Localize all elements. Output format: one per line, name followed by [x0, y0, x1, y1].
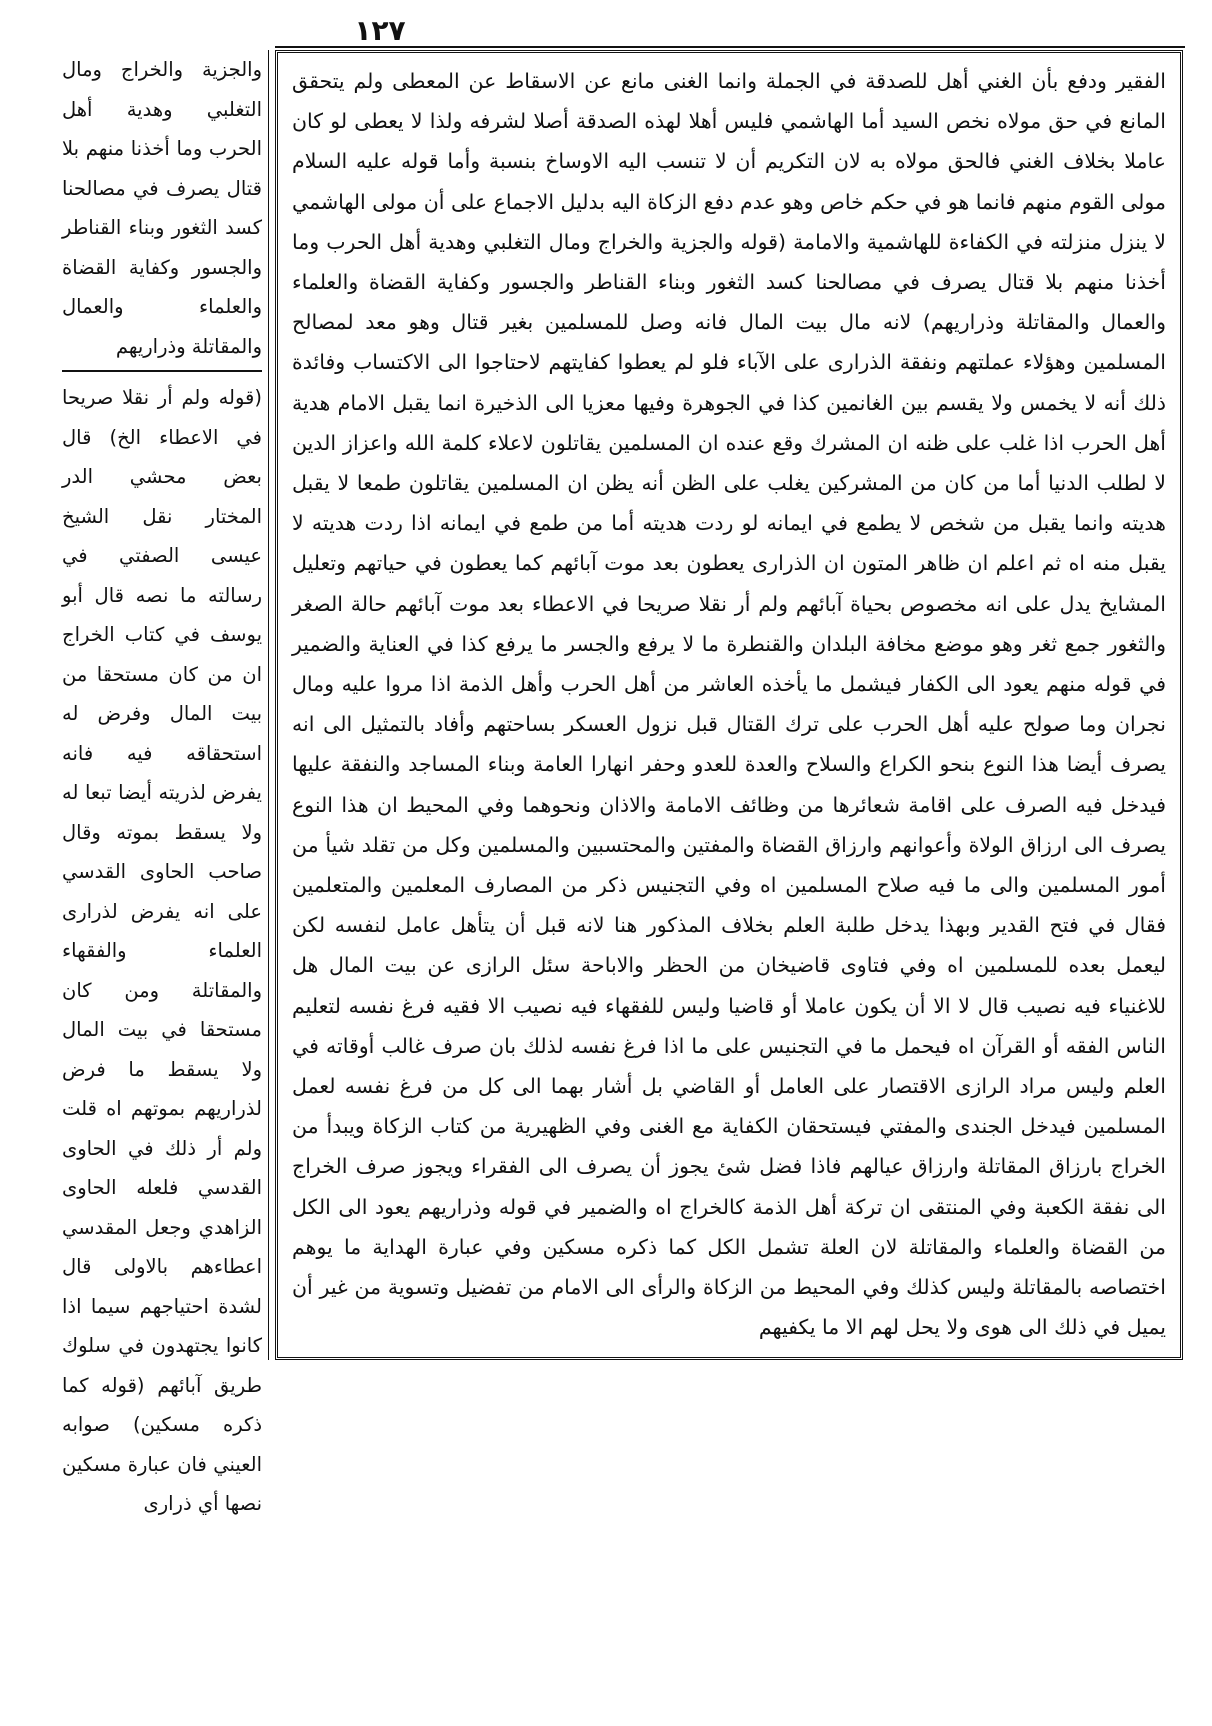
margin-hashiya-text: (قوله ولم أر نقلا صريحا في الاعطاء الخ) قال بعض محشي الدر المختار نقل الشيخ عيسى الصفتي في رسالته ما نصه قال أبو يوسف في كتاب الخراج ان من كان مستحقا من بيت المال وفرض له استحقاقه فيه فانه يفرض لذريته أيضا تبعا له ولا يسقط بموته وقال صاحب الحاوى القدسي على انه يفرض لذرارى العلماء والفقهاء والمقاتلة ومن كان مستحقا في بيت المال ولا يسقط ما فرض لذراريهم بموتهم اه قلت ولم أر ذلك في الحاوى القدسي فلعله الحاوى الزاهدي وجعل المقدسي اعطاءهم بالاولى قال لشدة احتياجهم سيما اذا كانوا يجتهدون في سلوك طريق آبائهم (قوله كما ذكره مسكين) صوابه العيني فان عبارة مسكين نصها أي ذرارى — [62, 386, 262, 1515]
margin-column — [62, 50, 262, 1524]
margin-divider — [62, 370, 262, 372]
main-commentary-text: الفقير ودفع بأن الغني أهل للصدقة في الجملة وانما الغنى مانع عن الاسقاط عن المعطى ولم يتحقق المانع في حق مولاه نخص السيد أما الهاشمي فليس أهلا لهذه الصدقة أصلا لشرفه ولذا لا يعطى لو كان عاملا بخلاف الغني فالحق مولاه به لان التكريم أن لا تنسب اليه الاوساخ بنسبة وأما قوله عليه السلام مولى القوم منهم فانما هو في حكم خاص وهو عدم دفع الزكاة اليه بدليل الاجماع على أن مولى الهاشمي لا ينزل منزلته في الكفاءة للهاشمية والامامة (قوله والجزية والخراج ومال التغلبي وهدية أهل الحرب وما أخذنا منهم بلا قتال يصرف في مصالحنا كسد الثغور وبناء القناطر والجسور وكفاية القضاة والعلماء والعمال والمقاتلة وذراريهم) لانه مال بيت المال فانه وصل للمسلمين بغير قتال وهو معد لمصالح المسلمين وهؤلاء عملتهم ونفقة الذرارى على الآباء فلو لم يعطوا كفايتهم لاحتاجوا الى الاكتساب وفائدة ذلك أنه لا يخمس ولا يقسم بين الغانمين كذا في الجوهرة وفيها معزيا الى الذخيرة انما يقبل الامام هدية أهل الحرب اذا غلب على ظنه ان المشرك وقع عنده ان المسلمين يقاتلون لاعلاء كلمة الله واعزاز الدين لا لطلب الدنيا أما من كان من المشركين يغلب على الظن أنه يظن ان المسلمين يقاتلون طمعا لا يقبل هديته وانما يقبل من شخص لا يطمع في ايمانه لو ردت هديته أما من طمع في ايمانه اذا ردت هديته لا يقبل منه اه ثم اعلم ان ظاهر المتون ان الذرارى يعطون بعد موت آبائهم كما يعطون في حياتهم وتعليل المشايخ يدل على انه مخصوص بحياة آبائهم ولم أر نقلا صريحا في الاعطاء بعد موت آبائهم حالة الصغر والثغور جمع ثغر وهو موضع مخافة البلدان والقنطرة ما لا يرفع والجسر ما يرفع كذا في العناية والضمير في قوله منهم يعود الى الكفار فيشمل ما يأخذه العاشر من أهل الحرب وأهل الذمة اذا مروا عليه ومال نجران وما صولح عليه أهل الحرب على ترك القتال قبل نزول العسكر بساحتهم وأفاد بالتمثيل الى انه يصرف أيضا هذا النوع بنحو الكراع والسلاح والعدة للعدو وحفر انهارا العامة وبناء المساجد والنفقة عليها فيدخل فيه الصرف على اقامة شعائرها من وظائف الامامة والاذان ونحوهما وفي المحيط ان هذا النوع يصرف الى ارزاق الولاة وأعوانهم وارزاق القضاة والمفتين والمحتسبين والمسلمين وكل من تقلد شيأ من أمور المسلمين والى ما فيه صلاح المسلمين اه وفي التجنيس ذكر من المصارف المعلمين والمتعلمين فقال في فتح القدير وبهذا يدخل طلبة العلم بخلاف المذكور هنا لانه قبل أن يتأهل عامل لنفسه لكن ليعمل بعده للمسلمين اه وفي فتاوى قاضيخان من الحظر والاباحة سئل الرازى عن بيت المال هل للاغنياء فيه نصيب قال لا الا أن يكون عاملا أو قاضيا وليس للفقهاء فيه نصيب الا فقيه فرغ نفسه لتعليم الناس الفقه أو القرآن اه فيحمل ما في التجنيس على ما اذا فرغ نفسه لذلك بان صرف غالب أوقاته في العلم وليس مراد الرازى الاقتصار على العامل أو القاضي بل أشار بهما الى كل من فرغ نفسه لعمل المسلمين فيدخل الجندى والمفتي فيستحقان الكفاية مع الغنى وفي الظهيرية من كتاب الزكاة ويبدأ من الخراج بارزاق المقاتلة وارزاق عيالهم فاذا فضل شئ يجوز أن يصرف الى الفقراء ويجوز صرف الخراج الى نفقة الكعبة وفي المنتقى ان تركة أهل الذمة كالخراج اه والضمير في قوله وذراريهم يعود الى الكل من القضاة والعلماء والمقاتلة لان العلة تشمل الكل كما ذكره مسكين وفي عبارة الهداية ما يوهم اختصاصه بالمقاتلة وليس كذلك وفي المحيط من الزكاة والرأى الى الامام من تفضيل وتسوية من غير أن يميل في ذلك الى هوى ولا يحل لهم الا ما يكفيهم — [292, 69, 1166, 1340]
header-rule — [275, 46, 1185, 48]
page-number: ١٢٧ — [354, 14, 406, 47]
margin-matn-text: والجزية والخراج ومال التغلبي وهدية أهل الحرب وما أخذنا منهم بلا قتال يصرف في مصالحنا كسد الثغور وبناء القناطر والجسور وكفاية القضاة والعلماء والعمال والمقاتلة وذراريهم — [62, 58, 262, 358]
main-text-frame — [275, 50, 1183, 1360]
column-separator — [268, 50, 269, 1360]
